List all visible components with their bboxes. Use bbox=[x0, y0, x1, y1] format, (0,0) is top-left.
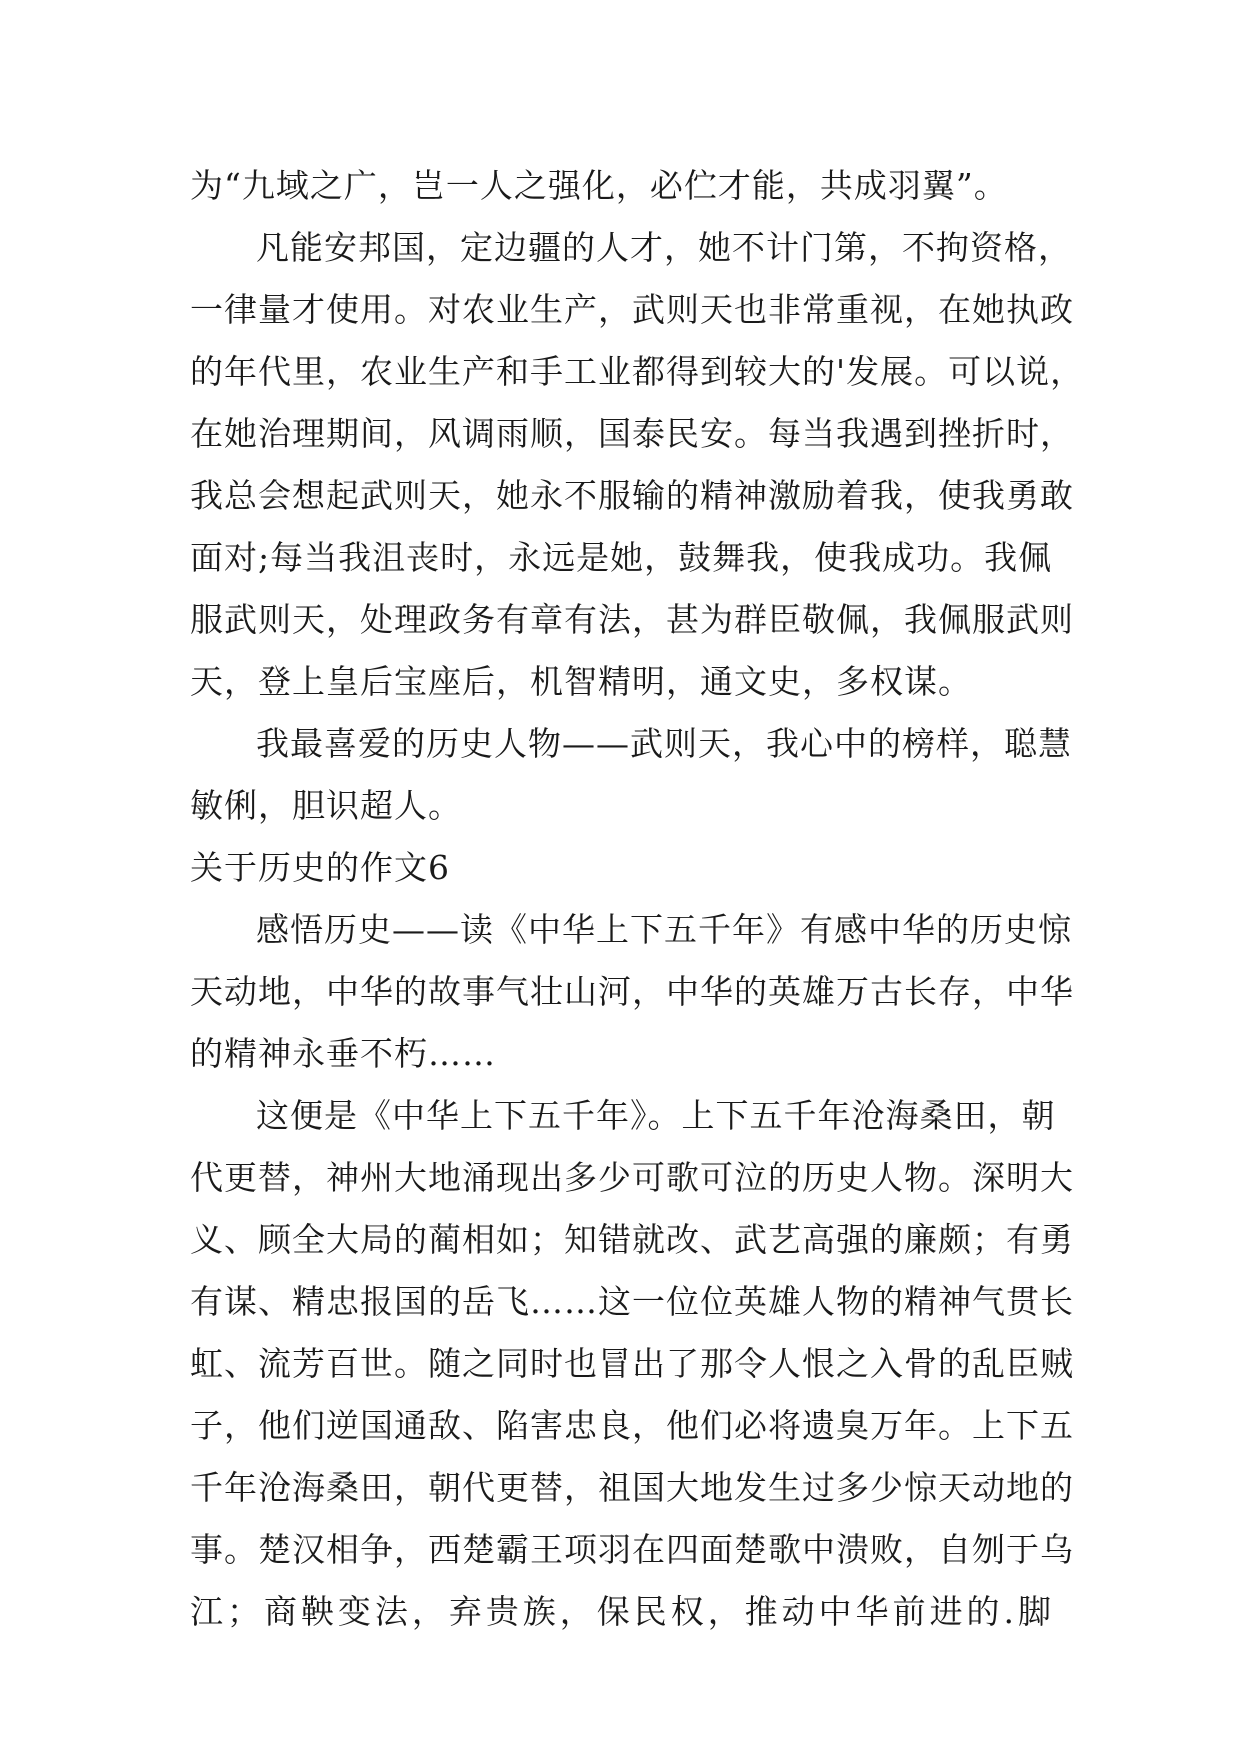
text-line: 这便是《中华上下五千年》。上下五千年沧海桑田，朝 bbox=[256, 1096, 1056, 1135]
text-line: 天动地，中华的故事气壮山河，中华的英雄万古长存，中华 bbox=[190, 972, 1074, 1011]
text-line: 千年沧海桑田，朝代更替，祖国大地发生过多少惊天动地的 bbox=[190, 1468, 1074, 1507]
paragraph bbox=[190, 217, 1085, 713]
section-heading bbox=[190, 837, 1052, 899]
text-line: 我最喜爱的历史人物——武则天，我心中的榜样，聪慧 bbox=[256, 724, 1072, 763]
text-line: 我总会想起武则天，她永不服输的精神激励着我，使我勇敢 bbox=[190, 476, 1074, 515]
paragraph-continuation bbox=[190, 155, 1052, 217]
text-line: 代更替，神州大地涌现出多少可歌可泣的历史人物。深明大 bbox=[190, 1158, 1074, 1197]
text-line: 虹、流芳百世。随之同时也冒出了那令人恨之入骨的乱臣贼 bbox=[190, 1344, 1074, 1383]
text-line: 一律量才使用。对农业生产，武则天也非常重视，在她执政 bbox=[190, 290, 1074, 329]
text-line: 敏俐，胆识超人。 bbox=[190, 786, 462, 825]
text-line: 感悟历史——读《中华上下五千年》有感中华的历史惊 bbox=[256, 910, 1072, 949]
heading-text: 关于历史的作文6 bbox=[190, 848, 450, 887]
text-line: 的精神永垂不朽…… bbox=[190, 1034, 496, 1073]
text-line: 在她治理期间，风调雨顺，国泰民安。每当我遇到挫折时， bbox=[190, 414, 1074, 453]
paragraph bbox=[190, 713, 1072, 837]
text-line: 天，登上皇后宝座后，机智精明，通文史，多权谋。 bbox=[190, 662, 972, 701]
text-line: 面对;每当我沮丧时，永远是她，鼓舞我，使我成功。我佩 bbox=[190, 538, 1053, 577]
text-line: 的年代里，农业生产和手工业都得到较大的'发展。可以说， bbox=[190, 352, 1085, 391]
document-page bbox=[190, 155, 1085, 1643]
text-line: 服武则天，处理政务有章有法，甚为群臣敬佩，我佩服武则 bbox=[190, 600, 1074, 639]
text-line: 江；商鞅变法，弃贵族，保民权，推动中华前进的.脚 bbox=[190, 1592, 1052, 1631]
text-line: 义、顾全大局的蔺相如；知错就改、武艺高强的廉颇；有勇 bbox=[190, 1220, 1074, 1259]
paragraph bbox=[190, 899, 1074, 1085]
text-line: 有谋、精忠报国的岳飞……这一位位英雄人物的精神气贯长 bbox=[190, 1282, 1074, 1321]
text-line: 凡能安邦国，定边疆的人才，她不计门第，不拘资格， bbox=[256, 228, 1072, 267]
text-line: 子，他们逆国通敌、陷害忠良，他们必将遗臭万年。上下五 bbox=[190, 1406, 1074, 1445]
text-line: 为“九域之广，岂一人之强化，必伫才能，共成羽翼”。 bbox=[190, 166, 1008, 205]
paragraph bbox=[190, 1085, 1074, 1643]
text-line: 事。楚汉相争，西楚霸王项羽在四面楚歌中溃败，自刎于乌 bbox=[190, 1530, 1074, 1569]
